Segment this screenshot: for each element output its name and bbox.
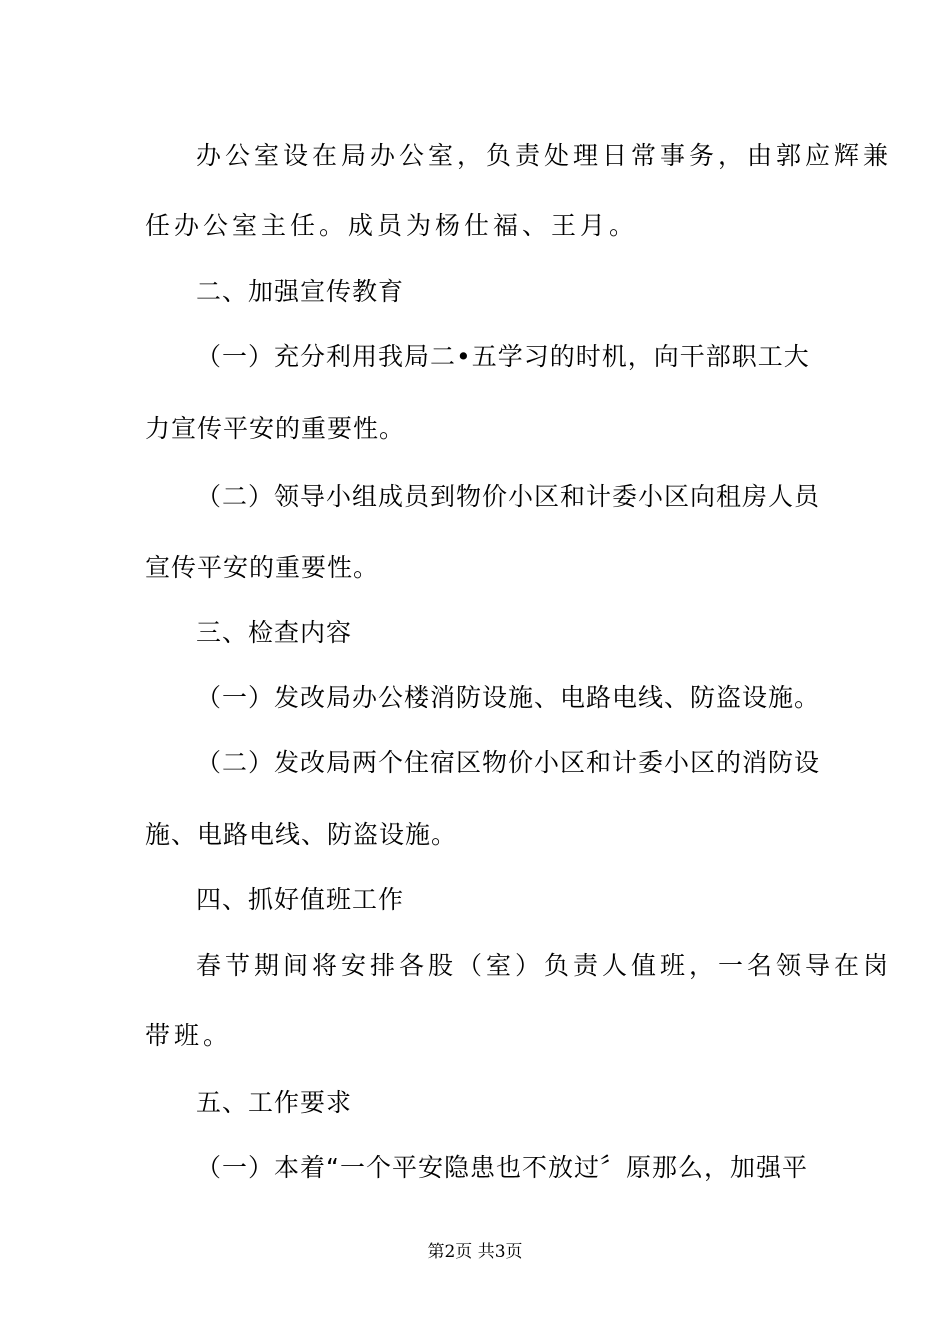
section-heading: 四、抓好值班工作 — [196, 885, 405, 914]
section-heading: 三、检查内容 — [196, 618, 353, 647]
paragraph-line: （二）发改局两个住宿区物价小区和计委小区的消防设 — [196, 748, 821, 777]
paragraph-line: 宣传平安的重要性。 — [145, 553, 380, 582]
paragraph-line: 春节期间将安排各股（室）负责人值班，一名领导在岗 — [196, 951, 893, 980]
paragraph-line: 任办公室主任。成员为杨仕福、王月。 — [145, 211, 639, 240]
page-number-footer: 第2页 共3页 — [427, 1242, 523, 1262]
paragraph-line: （一）充分利用我局二•五学习的时机，向干部职工大 — [196, 342, 810, 371]
paragraph-line: 力宣传平安的重要性。 — [145, 414, 406, 443]
section-heading: 二、加强宣传教育 — [196, 277, 405, 306]
section-heading: 五、工作要求 — [196, 1088, 353, 1117]
paragraph-line: 办公室设在局办公室，负责处理日常事务，由郭应辉兼 — [196, 141, 893, 170]
paragraph-line: 带班。 — [145, 1021, 233, 1050]
paragraph-line: （二）领导小组成员到物价小区和计委小区向租房人员 — [196, 482, 821, 511]
paragraph-line: 施、电路电线、防盗设施。 — [145, 820, 458, 849]
paragraph-line: （一）发改局办公楼消防设施、电路电线、防盗设施。 — [196, 683, 821, 712]
paragraph-line: （一）本着“一个平安隐患也不放过〞原那么，加强平 — [196, 1153, 808, 1182]
